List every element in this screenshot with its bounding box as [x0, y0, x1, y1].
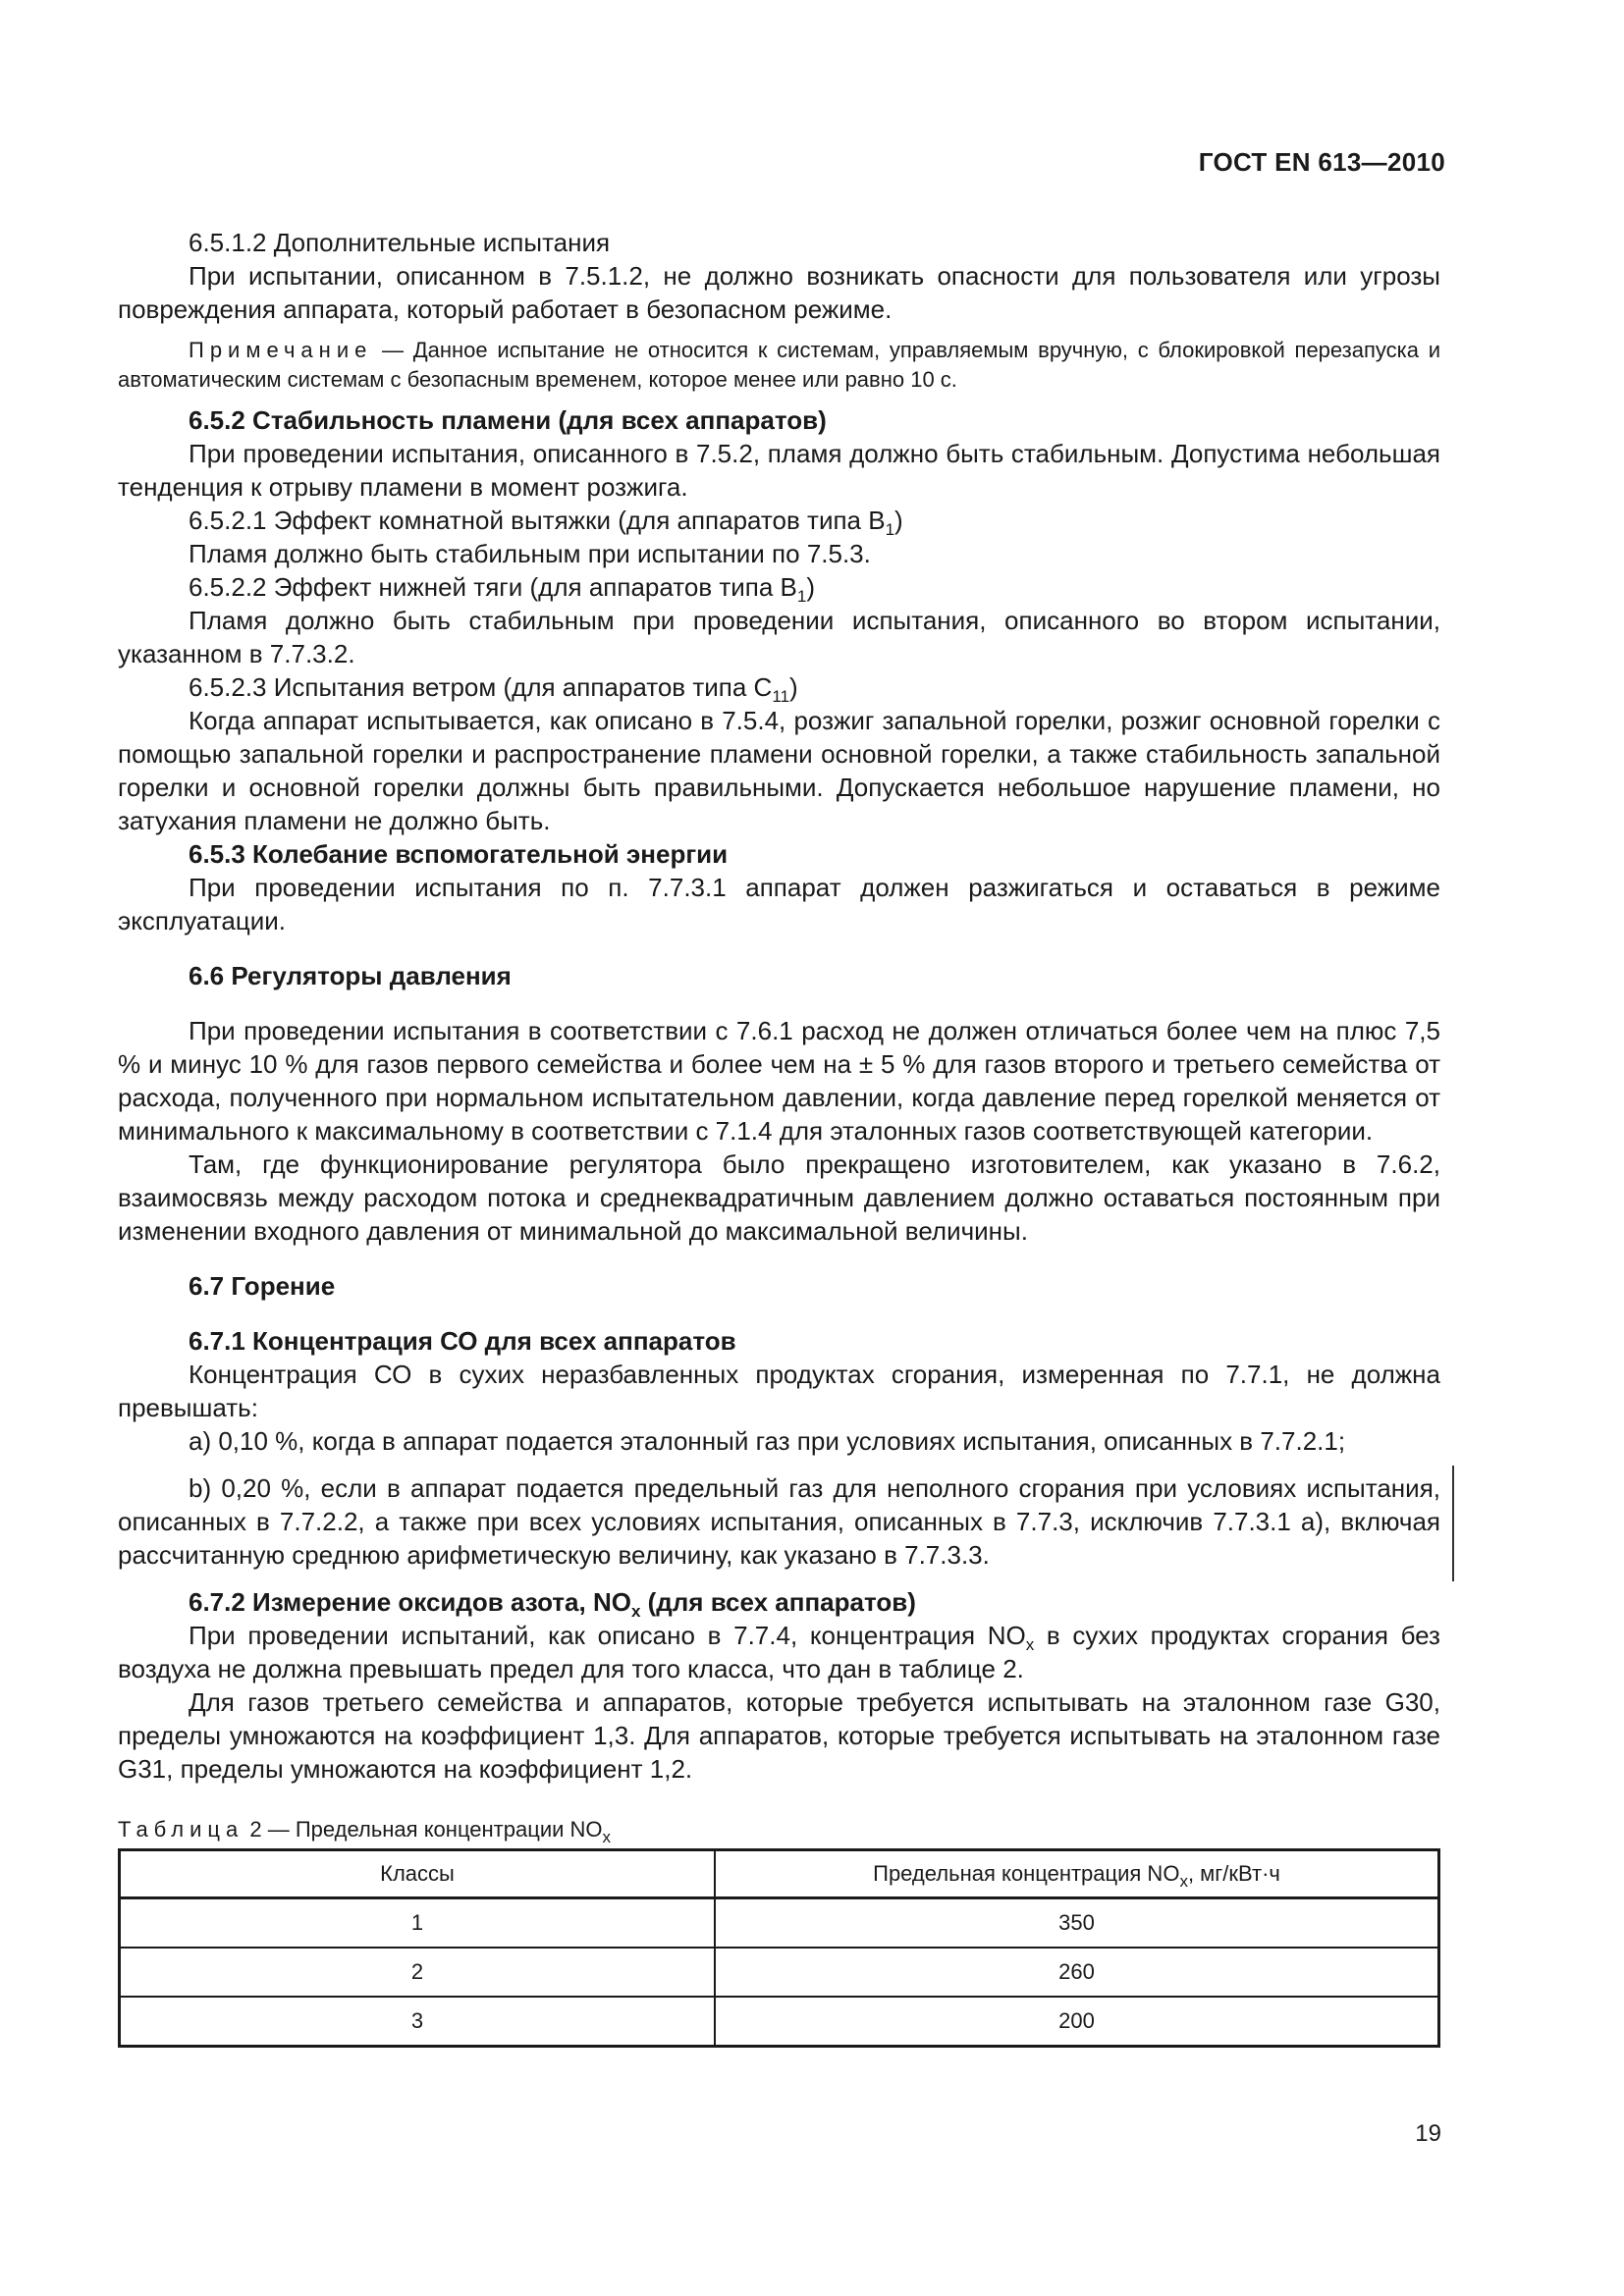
section-6-5-2-text: При проведении испытания, описанного в 7.5.2, пламя должно быть стабильным. Допустима небольшая тенденция к отрыву пламени в момент розжига.: [118, 439, 1440, 502]
section-6-6-paragraph-1: При проведении испытания в соответствии с 7.6.1 расход не должен отличаться более чем на плюс 7,5 % и минус 10 % для газов первого семейства и более чем на ± 5 % для газов второго и третьего семейства от расхода, полученного при нормальном испытательном давлении, когда давление перед горелкой меняется от минимального к максимальному в соответствии с 7.1.4 для эталонных газов соответствующей категории.: [118, 1016, 1440, 1146]
table-row: [120, 1898, 1439, 1949]
table-row: [120, 1948, 1439, 1997]
section-6-6-title: 6.6 Регуляторы давления: [189, 961, 512, 990]
section-6-5-3-text: При проведении испытания по п. 7.7.3.1 аппарат должен разжигаться и оставаться в режиме эксплуатации.: [118, 873, 1440, 935]
section-6-7-2-title: 6.7.2 Измерение оксидов азота, $NO_x$ (для всех аппаратов): [189, 1587, 916, 1621]
standard-code-header: ГОСТ EN 613—2010: [1198, 147, 1445, 177]
section-6-7-title: 6.7 Горение: [189, 1271, 336, 1301]
section-6-5-2-2-title: 6.5.2.2 Эффект нижней тяги (для аппаратов типа $B_1$): [189, 572, 816, 606]
cell-class: 2: [120, 1948, 716, 1997]
section-6-5-2-1-title: 6.5.2.1 Эффект комнатной вытяжки (для аппаратов типа $B_1$): [189, 506, 903, 539]
section-6-5-2-3-text: Когда аппарат испытывается, как описано в 7.5.4, розжиг запальной горелки, розжиг основной горелки с помощью запальной горелки и распространение пламени основной горелки, а также стабильность запальной горелки и основной горелки должны быть правильными. Допускается небольшое нарушение пламени, но затухания пламени не должно быть.: [118, 706, 1440, 835]
cell-limit: 350: [715, 1898, 1439, 1949]
section-6-7-1-title: 6.7.1 Концентрация СО для всех аппаратов: [189, 1326, 736, 1356]
cell-limit: 200: [715, 1997, 1439, 2047]
cell-class: 1: [120, 1898, 716, 1949]
section-6-5-1-2-title: 6.5.1.2 Дополнительные испытания: [189, 228, 611, 257]
note-label: Примечание: [189, 338, 373, 362]
note-text: — Данное испытание не относится к системам, управляемым вручную, с блокировкой перезапуска и автоматическим системам с безопасным временем, которое менее или равно 10 с.: [118, 338, 1440, 392]
nox-limits-table: [118, 1848, 1440, 2048]
list-item-a: a) 0,10 %, когда в аппарат подается эталонный газ при условиях испытания, описанных в 7.7.2.1;: [189, 1426, 1346, 1456]
list-item-b: b) 0,20 %, если в аппарат подается предельный газ для неполного сгорания при условиях испытания, описанных в 7.7.2.2, а также при всех условиях испытания, описанных в 7.7.3, исключив 7.7.3.1 а), включая рассчитанную среднюю арифметическую величину, как указано в 7.7.3.3.: [118, 1471, 1440, 1572]
cell-limit: 260: [715, 1948, 1439, 1997]
page-content: [118, 226, 1440, 2048]
header-limit: Предельная концентрация $NO_x$, мг/кВт·ч: [715, 1850, 1439, 1898]
section-6-5-2-3-title: 6.5.2.3 Испытания ветром (для аппаратов типа $C_{11}$): [189, 672, 798, 706]
section-6-5-3-title: 6.5.3 Колебание вспомогательной энергии: [189, 839, 729, 869]
section-6-7-1-text: Концентрация СО в сухих неразбавленных продуктах сгорания, измеренная по 7.7.1, не должна превышать:: [118, 1360, 1440, 1422]
revision-bar: [1452, 1466, 1454, 1581]
section-6-6-paragraph-2: Там, где функционирование регулятора было прекращено изготовителем, как указано в 7.6.2, взаимосвязь между расходом потока и среднеквадратичным давлением должно оставаться постоянным при изменении входного давления от минимальной до максимальной величины.: [118, 1149, 1440, 1246]
page-number: 19: [1415, 2120, 1441, 2147]
note: [118, 336, 1440, 394]
section-6-7-2-paragraph-1: При проведении испытаний, как описано в 7.7.4, концентрация $NO_x$ в сухих продуктах сгорания без воздуха не должна превышать предел для того класса, что дан в таблице 2.: [118, 1621, 1440, 1683]
section-6-5-1-2-text: При испытании, описанном в 7.5.1.2, не должно возникать опасности для пользователя или угрозы повреждения аппарата, который работает в безопасном режиме.: [118, 261, 1440, 324]
table-caption: Таблица 2 — Предельная концентрации $NO_x$: [118, 1817, 612, 1846]
table-header-row: [120, 1850, 1439, 1898]
section-6-7-2-paragraph-2: Для газов третьего семейства и аппаратов, которые требуется испытывать на эталонном газе G30, пределы умножаются на коэффициент 1,3. Для аппаратов, которые требуется испытывать на эталонном газе G31, пределы умножаются на коэффициент 1,2.: [118, 1687, 1440, 1784]
table-row: [120, 1997, 1439, 2047]
section-6-5-2-1-text: Пламя должно быть стабильным при испытании по 7.5.3.: [189, 539, 871, 568]
header-classes: Классы: [120, 1850, 716, 1898]
cell-class: 3: [120, 1997, 716, 2047]
section-6-5-2-2-text: Пламя должно быть стабильным при проведении испытания, описанного во втором испытании, указанном в 7.7.3.2.: [118, 606, 1440, 668]
section-6-5-2-title: 6.5.2 Стабильность пламени (для всех аппаратов): [189, 405, 827, 435]
